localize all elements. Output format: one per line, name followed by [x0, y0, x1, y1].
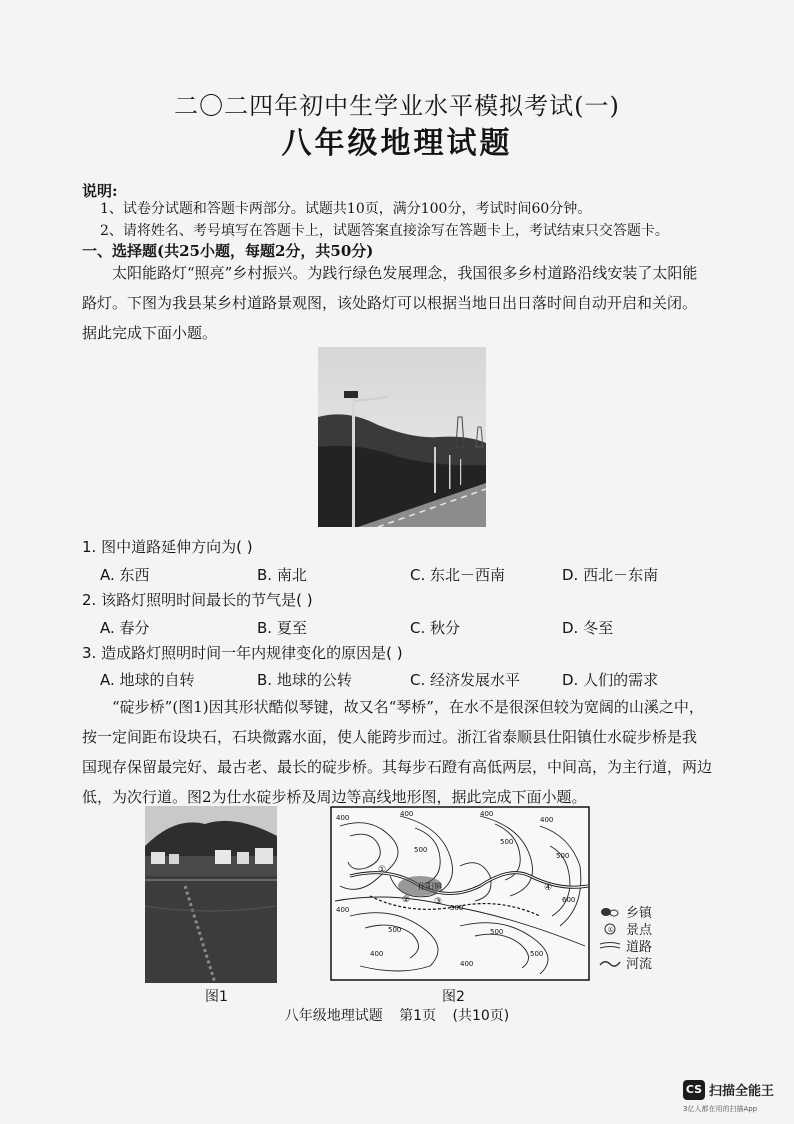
scanner-watermark [683, 1076, 793, 1122]
question-3-stem: 3. 造成路灯照明时间一年内规律变化的原因是( ) [82, 644, 403, 662]
watermark-sub: 3亿人都在用的扫描App [683, 1105, 758, 1113]
town-label: 仕阳镇 [418, 882, 442, 891]
contour-label: 500 [490, 928, 504, 936]
scenic-point-label: ① [378, 865, 387, 875]
contour-label: 400 [460, 960, 474, 968]
contour-label: 400 [336, 906, 350, 914]
page-footer [0, 1005, 794, 1025]
option-d: D. 人们的需求 [562, 671, 659, 689]
river-icon [598, 956, 622, 975]
contour-label: 500 [556, 852, 570, 860]
legend-label: 河流 [626, 957, 653, 972]
passage-1 [82, 258, 722, 348]
subject-title: 八年级地理试题 [281, 126, 513, 161]
contour-label: 500 [500, 838, 514, 846]
contour-label: 400 [370, 950, 384, 958]
figure-1-caption: 图1 [205, 989, 228, 1005]
contour-label: 400 [336, 814, 350, 822]
scenic-point-label: ② [402, 895, 411, 905]
contour-label: 500 [388, 926, 402, 934]
legend-label: 景点 [626, 923, 653, 938]
option-b: B. 南北 [257, 566, 307, 584]
contour-label: 500 [414, 846, 428, 854]
legend-item [598, 922, 652, 939]
footer-page: 第1页 [399, 1008, 437, 1024]
exam-title: 二〇二四年初中生学业水平模拟考试(一) [174, 92, 620, 120]
question-2-stem: 2. 该路灯照明时间最长的节气是( ) [82, 591, 313, 609]
camscanner-logo: CS [683, 1080, 705, 1100]
passage-2-line: “碇步桥”(图1)因其形状酷似琴键，故又名“琴桥”，在水不是很深但较为宽阔的山溪之中， [112, 698, 704, 716]
contour-label: 400 [540, 816, 554, 824]
passage-1-line: 据此完成下面小题。 [82, 324, 218, 342]
legend-label: 乡镇 [626, 906, 653, 921]
option-c: C. 东北－西南 [410, 566, 506, 584]
passage-1-line: 太阳能路灯“照亮”乡村振兴。为践行绿色发展理念，我国很多乡村道路沿线安装了太阳能 [112, 264, 698, 282]
option-a: A. 春分 [100, 619, 150, 637]
option-c: C. 经济发展水平 [410, 671, 521, 689]
passage-2-line: 低，为次行道。图2为仕水碇步桥及周边等高线地形图，据此完成下面小题。 [82, 788, 587, 806]
note-item-2: 2、请将姓名、考号填写在答题卡上，试题答案直接涂写在答题卡上，考试结束只交答题卡。 [100, 223, 669, 239]
notes-heading: 说明: [82, 182, 118, 200]
footer-total: (共10页) [452, 1008, 510, 1024]
option-d: D. 冬至 [562, 619, 614, 637]
contour-label: 600 [562, 896, 576, 904]
svg-text:①: ① [607, 926, 614, 934]
section-heading: 一、选择题(共25小题，每题2分，共50分) [82, 242, 374, 260]
option-b: B. 夏至 [257, 619, 307, 637]
bridge-photo [145, 806, 277, 983]
road-photo [318, 347, 486, 527]
scenic-point-label: ③ [434, 897, 443, 907]
option-b: B. 地球的公转 [257, 671, 352, 689]
contour-map [330, 806, 590, 981]
legend-label: 道路 [626, 940, 653, 955]
map-legend [598, 905, 652, 973]
contour-label: 500 [530, 950, 544, 958]
contour-label: 300 [450, 904, 464, 912]
footer-subject: 八年级地理试题 [284, 1008, 383, 1024]
contour-label: 400 [400, 810, 414, 818]
passage-2-line: 按一定间距布设块石，石块微露水面，使人能跨步而过。浙江省泰顺县仕阳镇仕水碇步桥是我 [82, 728, 698, 746]
legend-item [598, 956, 652, 973]
scenic-point-label: ④ [544, 883, 553, 893]
option-a: A. 东西 [100, 566, 150, 584]
option-c: C. 秋分 [410, 619, 461, 637]
watermark-name: 扫描全能王 [709, 1084, 775, 1099]
note-item-1: 1、试卷分试题和答题卡两部分。试题共10页，满分100分，考试时间60分钟。 [100, 201, 592, 217]
passage-1-line: 路灯。下图为我县某乡村道路景观图，该处路灯可以根据当地日出日落时间自动开启和关闭。 [82, 294, 698, 312]
question-1-stem: 1. 图中道路延伸方向为( ) [82, 538, 253, 556]
passage-2-line: 国现存保留最完好、最古老、最长的碇步桥。其每步石蹬有高低两层，中间高，为主行道，两边 [82, 758, 713, 776]
legend-item [598, 905, 652, 922]
figure-2-caption: 图2 [442, 989, 465, 1005]
option-d: D. 西北－东南 [562, 566, 659, 584]
contour-label: 400 [480, 810, 494, 818]
passage-2 [82, 692, 722, 812]
legend-item [598, 939, 652, 956]
option-a: A. 地球的自转 [100, 671, 195, 689]
